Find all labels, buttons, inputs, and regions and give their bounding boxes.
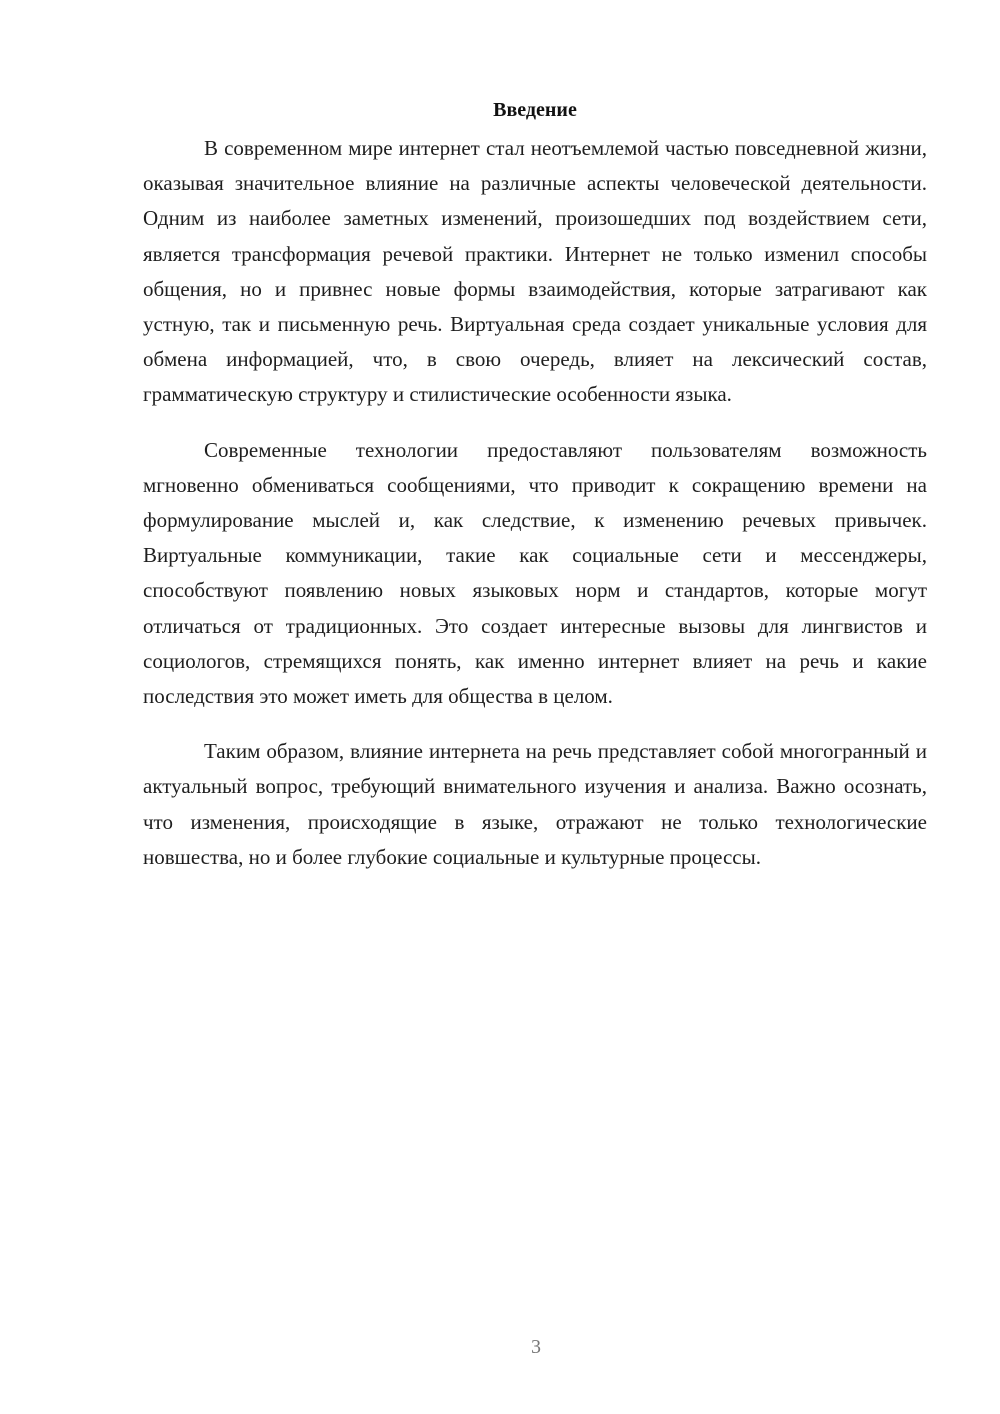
paragraph-1: В современном мире интернет стал неотъемлемой частью повседневной жизни, оказывая значительное влияние на различные аспекты человеческой деятельности. Одним из наиболее заметных изменений, произошедших под воздействием сети, является трансформация речевой практики. Интернет не только изменил способы общения, но и привнес новые формы взаимодействия, которые затрагивают как устную, так и письменную речь. Виртуальная среда создает уникальные условия для обмена информацией, что, в свою очередь, влияет на лексический состав, грамматическую структуру и стилистические особенности языка.: [143, 136, 927, 407]
paragraph-3: Таким образом, влияние интернета на речь представляет собой многогранный и актуальный вопрос, требующий внимательного изучения и анализа. Важно осознать, что изменения, происходящие в языке, отражают не только технологические новшества, но и более глубокие социальные и культурные процессы.: [143, 739, 927, 869]
page-content: [143, 95, 927, 875]
paragraph-2: Современные технологии предоставляют пользователям возможность мгновенно обмениваться сообщениями, что приводит к сокращению времени на формулирование мыслей и, как следствие, к изменению речевых привычек. Виртуальные коммуникации, такие как социальные сети и мессенджеры, способствуют появлению новых языковых норм и стандартов, которые могут отличаться от традиционных. Это создает интересные вызовы для лингвистов и социологов, стремящихся понять, как именно интернет влияет на речь и какие последствия это может иметь для общества в целом.: [143, 437, 927, 709]
page-number: 3: [531, 1336, 541, 1358]
section-title: Введение: [493, 99, 577, 121]
